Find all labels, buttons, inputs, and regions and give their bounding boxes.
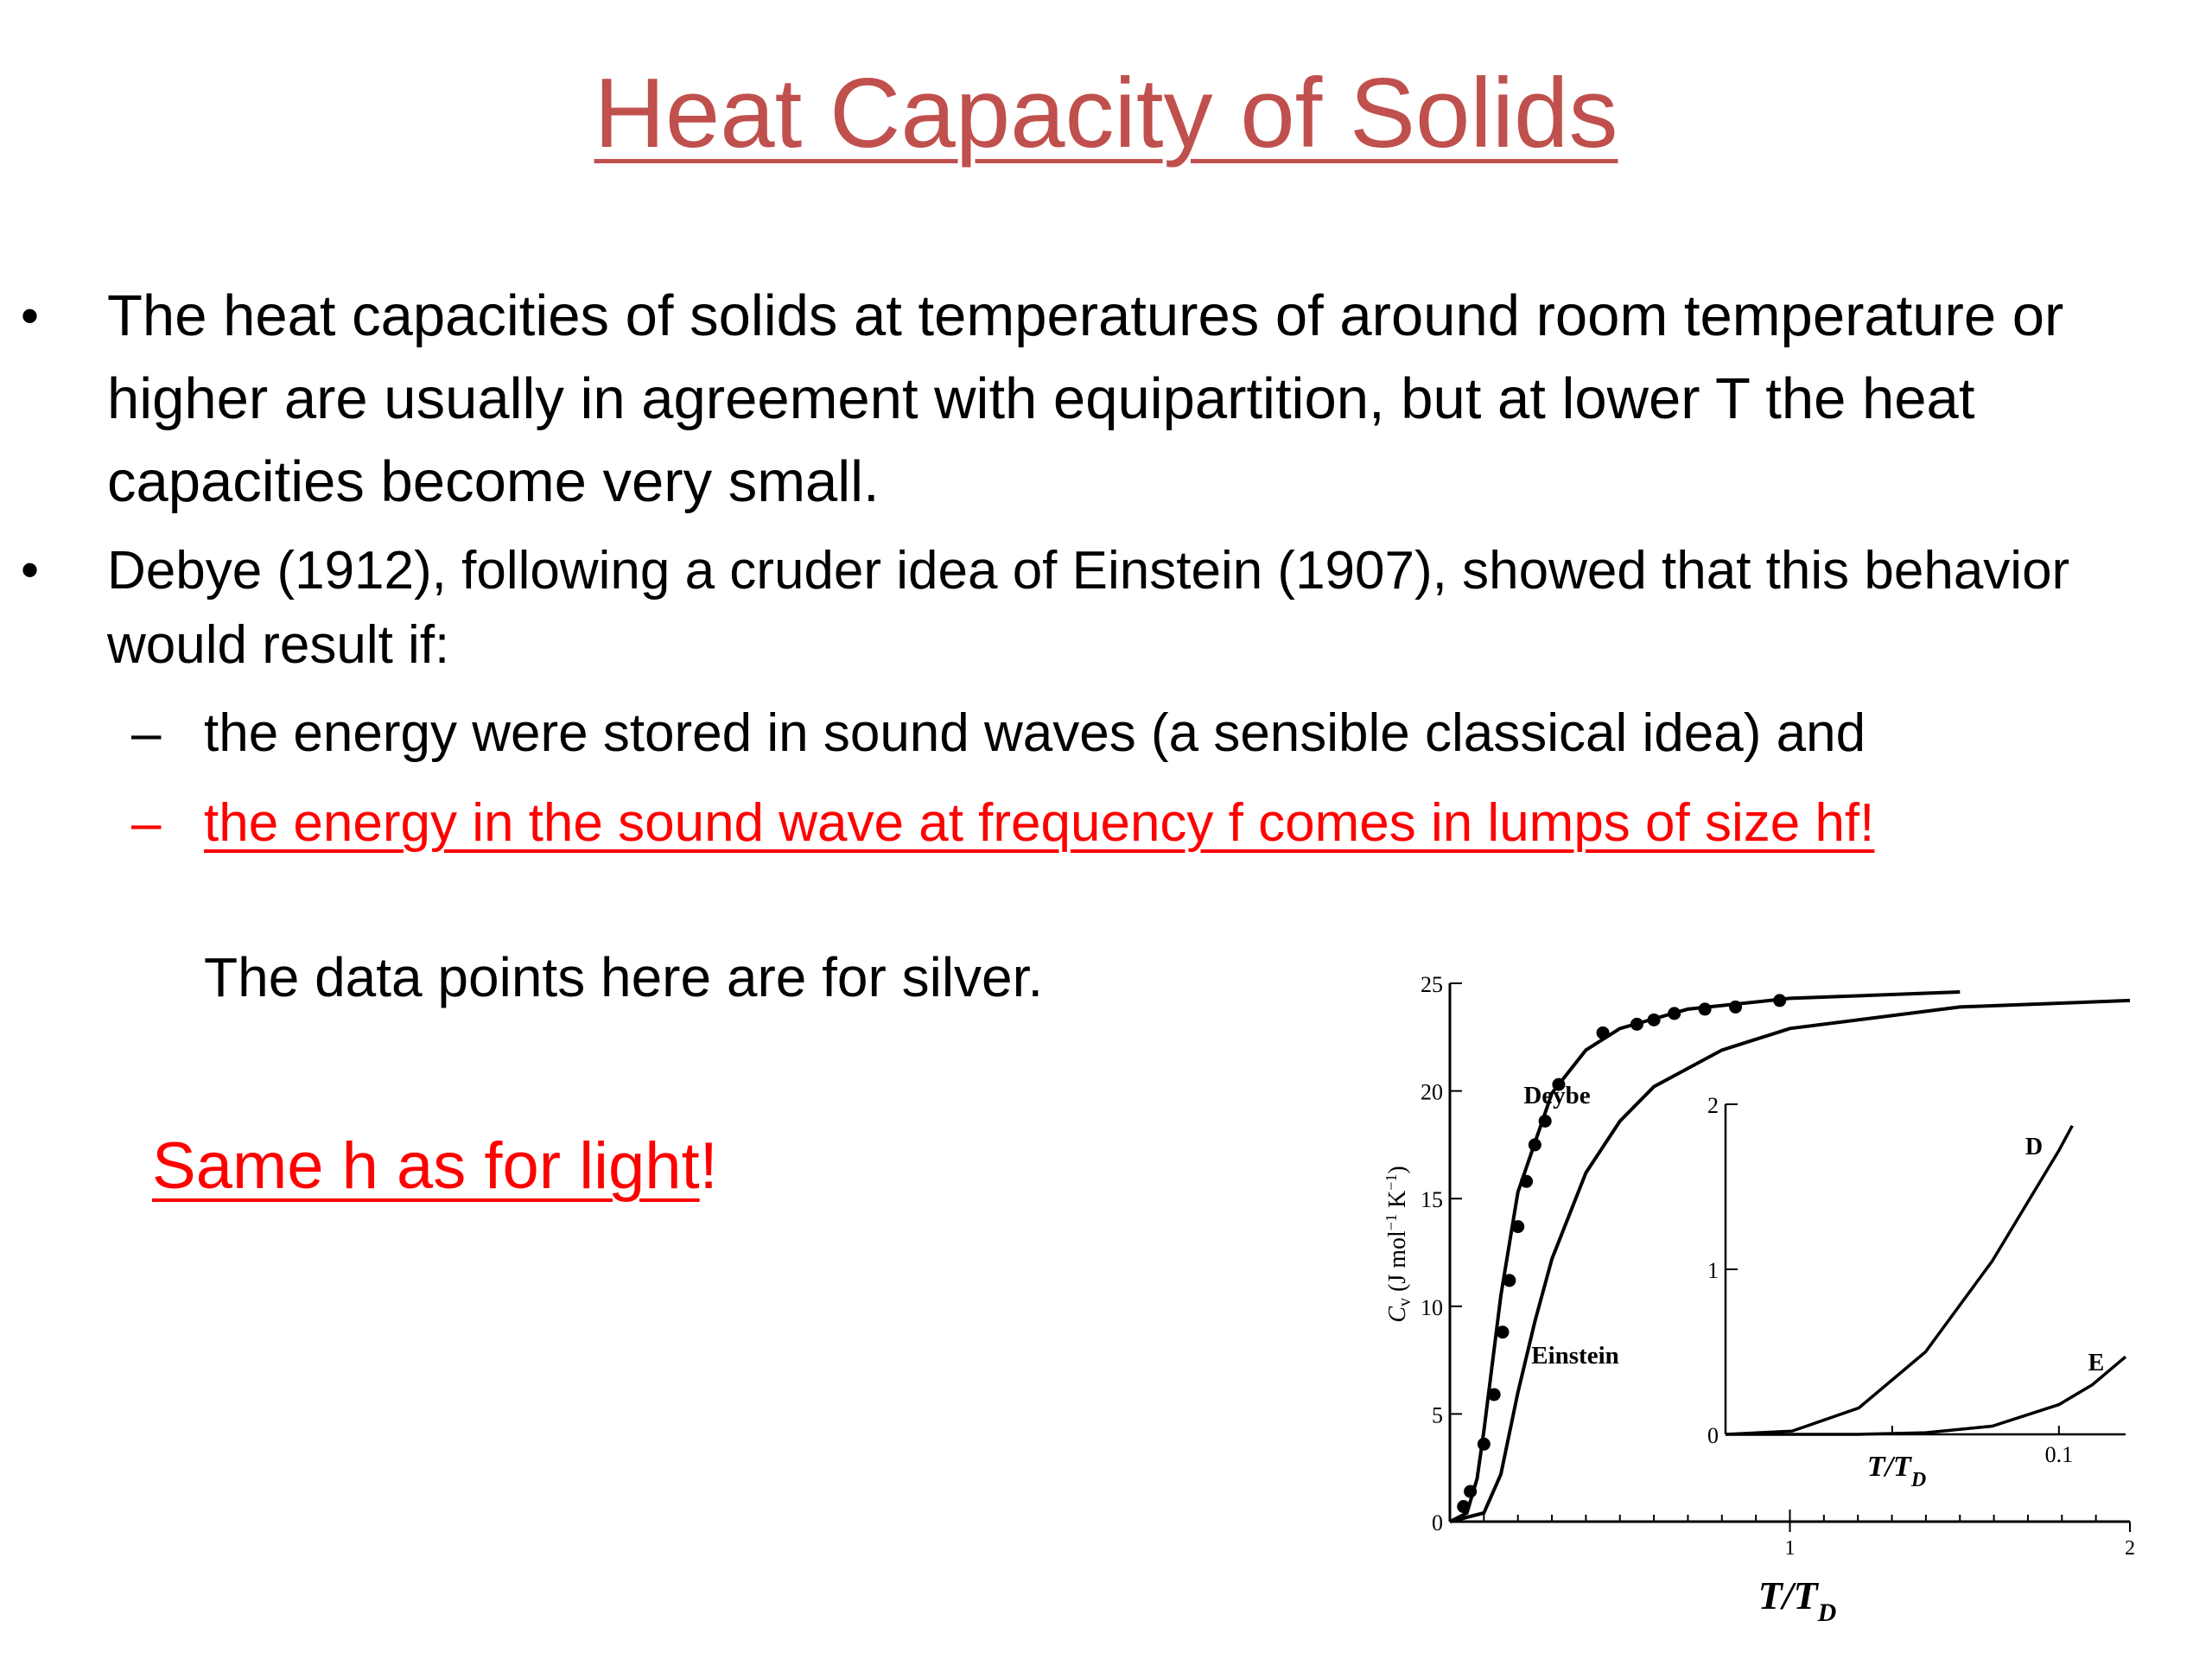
inset-x-axis-label — [1867, 1451, 1926, 1491]
inset-series-label-d: D — [2024, 1134, 2044, 1160]
silver-data-point — [1773, 994, 1786, 1007]
silver-data-point — [1464, 1485, 1477, 1498]
silver-data-point — [1503, 1274, 1516, 1287]
silver-data-point — [1699, 1002, 1712, 1015]
debye-curve — [1450, 992, 1960, 1522]
silver-data-point — [1496, 1325, 1509, 1338]
silver-data-point — [1529, 1138, 1541, 1151]
silver-data-point — [1511, 1220, 1524, 1233]
x-axis-label-subscript: D — [1817, 1599, 1837, 1627]
silver-data-point — [1648, 1014, 1661, 1027]
y-tick-label: 0 — [1432, 1510, 1443, 1535]
inset-x-axis-label-subscript: D — [1910, 1469, 1927, 1491]
bullet-text-1: The heat capacities of solids at temperatures of around room temperature or higher are usually in agreement with equipartition, but at lower T the heat capacities become very small. — [107, 283, 2064, 514]
inset-series-label-e: E — [2088, 1350, 2105, 1376]
inset-debye-curve — [1726, 1126, 2072, 1434]
silver-data-point — [1597, 1027, 1610, 1039]
heat-capacity-chart — [1348, 950, 2177, 1642]
y-tick-label: 10 — [1421, 1294, 1443, 1320]
inset-y-tick-label: 0 — [1707, 1423, 1719, 1448]
series-label-einstein: Einstein — [1531, 1342, 1619, 1370]
inset-einstein-curve — [1726, 1357, 2126, 1434]
y-axis-label-part: (J mol — [1384, 1230, 1411, 1298]
inset-chart — [1707, 1093, 2126, 1491]
silver-data-point — [1488, 1388, 1501, 1401]
y-tick-label: 20 — [1421, 1079, 1443, 1105]
y-axis-label-part: −1 — [1382, 1173, 1400, 1191]
silver-data-point — [1668, 1007, 1681, 1020]
x-axis-label-main: T/T — [1758, 1573, 1818, 1618]
chart-axes — [1421, 972, 2135, 1560]
silver-data-point — [1729, 1001, 1742, 1014]
slide-title: Heat Capacity of Solids — [594, 59, 1618, 168]
bullet-marker: • — [21, 287, 40, 345]
bullet-marker: • — [21, 541, 40, 599]
y-axis-label-part: C — [1384, 1306, 1411, 1323]
same-h-note — [152, 1123, 718, 1210]
series-label-debye: Deybe — [1523, 1082, 1591, 1109]
x-tick-label: 1 — [1784, 1537, 1796, 1560]
inset-x-axis-label-main: T/T — [1866, 1451, 1911, 1483]
highlight-text: the energy in the sound wave at frequency f comes in lumps of size hf! — [204, 793, 1875, 853]
y-tick-label: 25 — [1421, 972, 1443, 997]
y-tick-label: 5 — [1432, 1402, 1443, 1428]
y-axis-label — [1382, 1166, 1414, 1322]
silver-data-point — [1478, 1438, 1491, 1451]
silver-data-point — [1539, 1115, 1552, 1128]
same-h-exclamation: ! — [699, 1129, 718, 1203]
silver-data-point — [1630, 1018, 1643, 1031]
subbullet-text-2 — [204, 786, 2191, 861]
y-tick-label: 15 — [1421, 1187, 1443, 1213]
chart-curves — [1450, 992, 2130, 1522]
x-tick-label: 2 — [2125, 1537, 2135, 1560]
subbullet-marker: – — [131, 793, 162, 853]
inset-y-tick-label: 2 — [1707, 1093, 1719, 1118]
y-axis-label-part: K — [1384, 1190, 1411, 1215]
x-axis-label — [1758, 1573, 1837, 1627]
y-axis-label-part: v — [1395, 1297, 1414, 1306]
einstein-curve — [1450, 1001, 2130, 1522]
silver-data-point — [1520, 1175, 1533, 1188]
same-h-text: Same h as for light — [152, 1129, 700, 1203]
note-text: The data points here are for silver. — [204, 946, 1044, 1008]
inset-x-tick-label: 0.1 — [2044, 1442, 2074, 1467]
bullet-text-2: Debye (1912), following a cruder idea of Einstein (1907), showed that this behavior would result if: — [107, 541, 2070, 675]
silver-data-point — [1457, 1500, 1470, 1513]
subbullet-text-1: the energy were stored in sound waves (a sensible classical idea) and — [204, 703, 1866, 763]
y-axis-label-part: ) — [1384, 1166, 1411, 1174]
subbullet-marker: – — [131, 703, 162, 763]
inset-y-tick-label: 1 — [1707, 1258, 1719, 1283]
y-axis-label-part: −1 — [1382, 1214, 1400, 1231]
